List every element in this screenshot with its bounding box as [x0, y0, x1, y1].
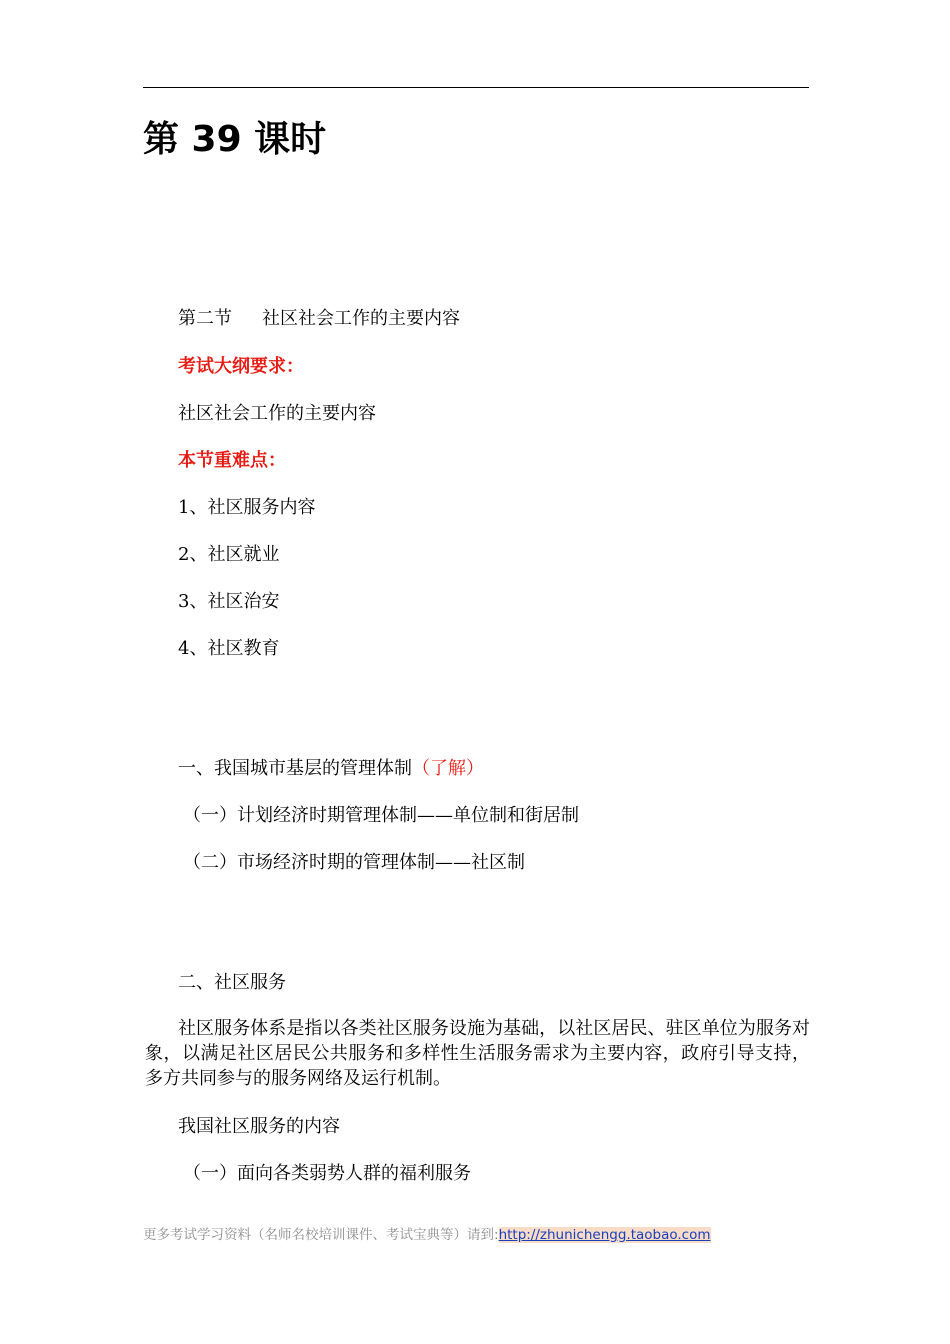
part2-paragraph: 社区服务体系是指以各类社区服务设施为基础，以社区居民、驻区单位为服务对象，以满足社区居民公共服务和多样性生活服务需求为主要内容，政府引导支持，多方共同参与的服务网络及运行机制。	[145, 1018, 810, 1089]
part2-subheading: 我国社区服务的内容	[178, 1116, 340, 1137]
section-heading	[178, 307, 460, 331]
footer-link[interactable]: http://zhunichengg.taobao.com	[498, 1227, 711, 1243]
exam-requirement-text: 社区社会工作的主要内容	[178, 403, 376, 424]
part1-heading-text: 一、我国城市基层的管理体制	[178, 758, 412, 779]
section-number: 第二节	[178, 308, 232, 329]
key-point-item: 2、社区就业	[178, 544, 280, 565]
key-point-item: 3、社区治安	[178, 591, 280, 612]
part1-item: （二）市场经济时期的管理体制——社区制	[183, 852, 525, 873]
footer	[143, 1225, 711, 1245]
key-points-label: 本节重难点：	[178, 450, 286, 471]
part2-item: （一）面向各类弱势人群的福利服务	[183, 1163, 471, 1184]
exam-requirement-label: 考试大纲要求：	[178, 356, 304, 377]
lesson-title: 第 39 课时	[143, 119, 327, 160]
part2-heading: 二、社区服务	[178, 972, 286, 993]
part1-item: （一）计划经济时期管理体制——单位制和街居制	[183, 805, 579, 826]
header-rule	[143, 87, 809, 88]
footer-text: 更多考试学习资料（名师名校培训课件、考试宝典等）请到:	[143, 1227, 499, 1243]
key-point-item: 1、社区服务内容	[178, 497, 316, 518]
part1-tag: （了解）	[412, 758, 484, 779]
section-name: 社区社会工作的主要内容	[262, 308, 460, 329]
key-point-item: 4、社区教育	[178, 638, 280, 659]
part1-heading	[178, 757, 484, 781]
